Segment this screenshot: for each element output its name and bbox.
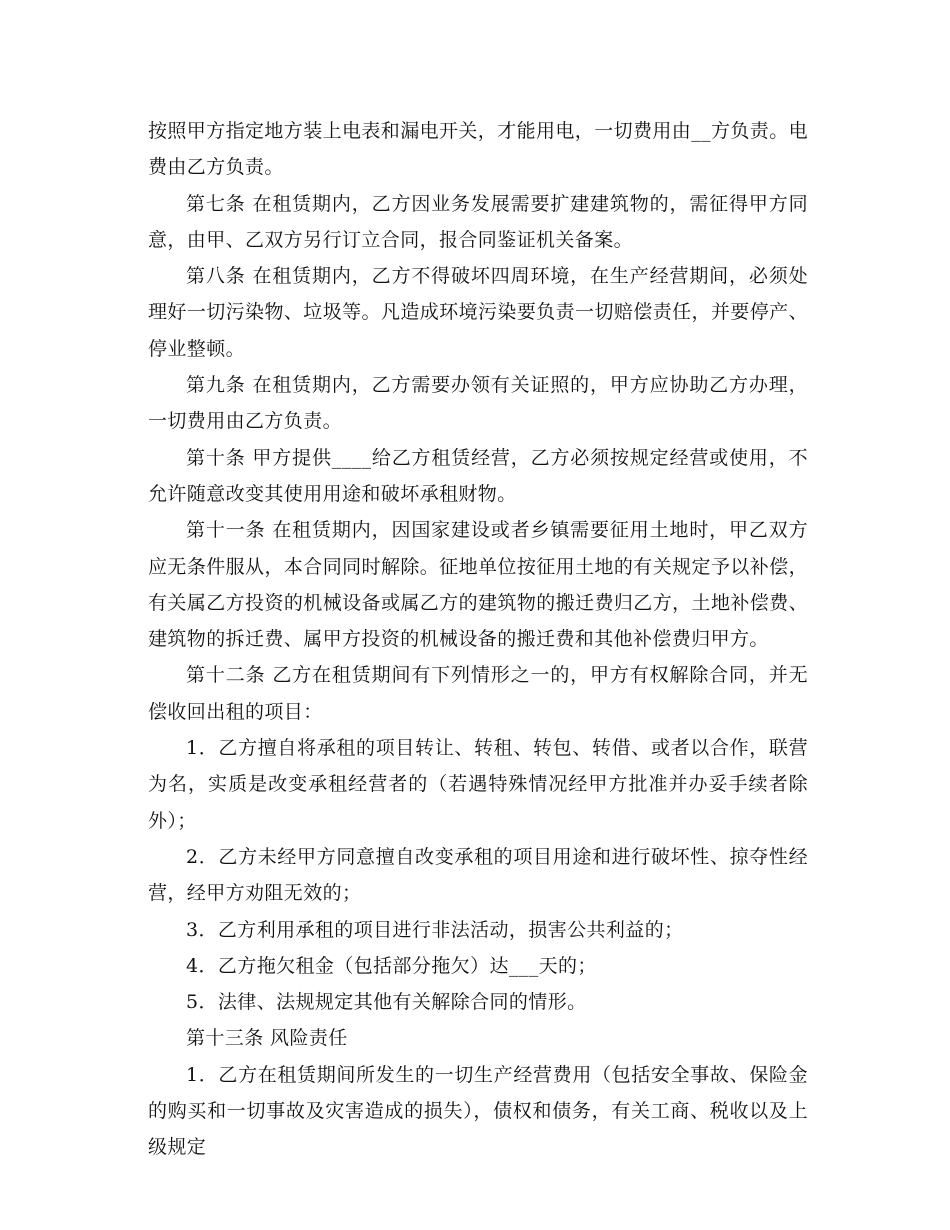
list-item-12-3: 3．乙方利用承租的项目进行非法活动，损害公共利益的； <box>186 918 684 941</box>
list-item-12-1: 1．乙方擅自将承租的项目转让、转租、转包、转借、或者以合作，联营为名，实质是改变承租经营者的（若遇特殊情况经甲方批准并办妥手续者除外）； <box>148 737 808 832</box>
paragraph-article-7: 第七条 在租赁期内，乙方因业务发展需要扩建建筑物的，需征得甲方同意，由甲、乙双方另行订立合同，报合同鉴证机关备案。 <box>148 192 808 251</box>
paragraph-article-13-heading: 第十三条 风险责任 <box>186 1027 348 1050</box>
paragraph-electricity: 按照甲方指定地方装上电表和漏电开关，才能用电，一切费用由__方负责。电费由乙方负责。 <box>148 120 809 179</box>
paragraph-article-8: 第八条 在租赁期内，乙方不得破坏四周环境，在生产经营期间，必须处理好一切污染物、垃圾等。凡造成环境污染要负责一切赔偿责任，并要停产、停业整顿。 <box>148 265 808 360</box>
list-item-13-1: 1．乙方在租赁期间所发生的一切生产经营费用（包括安全事故、保险金的购买和一切事故及灾害造成的损失），债权和债务，有关工商、税收以及上级规定 <box>148 1063 808 1159</box>
paragraph-article-9: 第九条 在租赁期内，乙方需要办领有关证照的，甲方应协助乙方办理，一切费用由乙方负责。 <box>148 374 808 433</box>
paragraph-article-11: 第十一条 在租赁期内，因国家建设或者乡镇需要征用土地时，甲乙双方应无条件服从，本合同同时解除。征地单位按征用土地的有关规定予以补偿，有关属乙方投资的机械设备或属乙方的建筑物的搬迁费归乙方，土地补偿费、建筑物的拆迁费、属甲方投资的机械设备的搬迁费和其他补偿费归甲方。 <box>148 519 808 651</box>
paragraph-article-12: 第十二条 乙方在租赁期间有下列情形之一的，甲方有权解除合同，并无偿收回出租的项目： <box>148 664 808 723</box>
paragraph-article-10: 第十条 甲方提供____给乙方租赁经营，乙方必须按规定经营或使用，不允许随意改变其使用用途和破坏承租财物。 <box>148 446 808 505</box>
list-item-12-4: 4．乙方拖欠租金（包括部分拖欠）达___天的； <box>186 954 597 977</box>
list-item-12-5: 5．法律、法规规定其他有关解除合同的情形。 <box>186 991 587 1014</box>
document-body <box>148 113 808 1166</box>
list-item-12-2: 2．乙方未经甲方同意擅自改变承租的项目用途和进行破坏性、掠夺性经营，经甲方劝阻无效的； <box>148 845 808 905</box>
